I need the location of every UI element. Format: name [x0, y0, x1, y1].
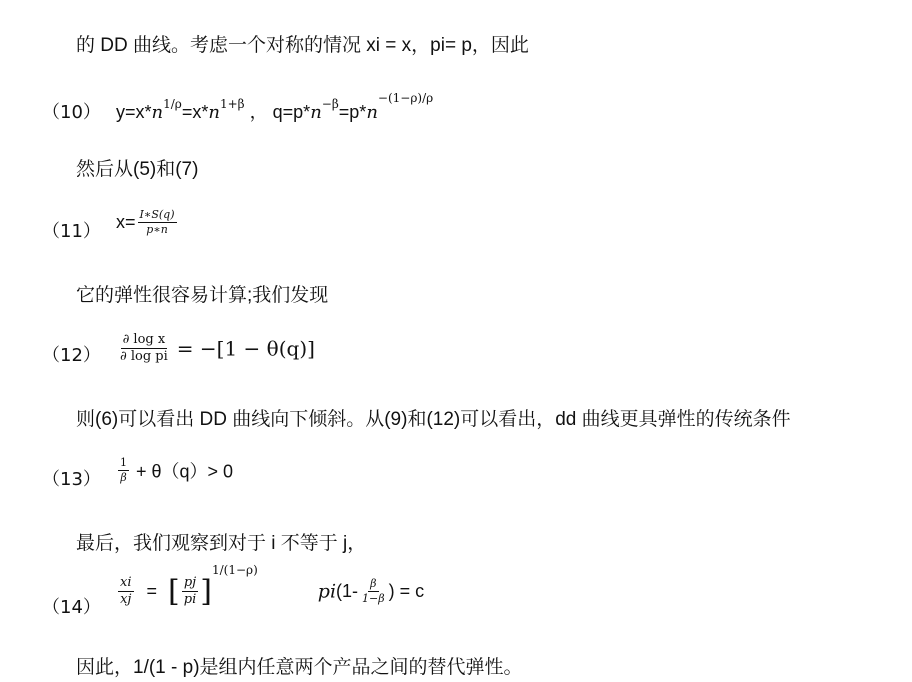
equation-13	[116, 456, 233, 485]
eq12-fraction	[118, 332, 170, 365]
equation-number-14: （14）	[42, 597, 101, 618]
eq10-n2: n	[208, 102, 220, 123]
eq11-denominator: p∗n	[146, 223, 168, 236]
eq12-denominator: ∂ log pi	[120, 349, 168, 364]
eq14-paren-open: (1-	[336, 581, 359, 601]
eq14-beta-denominator: 1−β	[362, 592, 385, 605]
equation-11	[116, 208, 179, 237]
eq12-rhs: = −[1 − θ(q)]	[176, 336, 315, 361]
eq14-beta-numerator: β	[370, 577, 377, 590]
eq14-inner-denominator: pi	[183, 592, 197, 607]
eq14-lhs-denominator: xj	[120, 592, 132, 607]
eq13-numerator: 1	[120, 456, 127, 469]
eq10-sup3: −β	[321, 97, 339, 111]
eq10-y: y=x*	[116, 102, 152, 122]
eq10-sup2: 1+β	[219, 97, 245, 111]
eq10-sup4: −(1−ρ)/ρ	[377, 91, 434, 105]
eq10-n4: n	[366, 102, 378, 123]
eq10-eq: =p*	[338, 102, 367, 122]
eq14-beta-fraction	[360, 577, 387, 606]
equation-number-11: （11）	[42, 221, 101, 242]
eq11-fraction	[138, 208, 177, 237]
equation-number-12: （12）	[42, 345, 101, 366]
eq11-x: x=	[116, 212, 136, 232]
text-line-2: 然后从(5)和(7)	[76, 159, 199, 180]
equation-number-10: （10）	[42, 102, 101, 123]
eq11-numerator: I∗S(q)	[139, 208, 175, 221]
text-line-6: 因此，1/(1 - p)是组内任意两个产品之间的替代弹性。	[76, 657, 523, 678]
eq14-inner-numerator: pj	[183, 575, 197, 590]
eq10-mid: =x*	[181, 102, 209, 122]
eq14-p: pi	[317, 580, 337, 603]
text-line-5: 最后，我们观察到对于 i 不等于 j，	[76, 533, 367, 554]
eq13-rhs: + θ（q）> 0	[136, 461, 234, 482]
text-line-1: 的 DD 曲线。考虑一个对称的情况 xi = x，pi= p，因此	[76, 35, 529, 56]
eq14-exponent: 1/(1−ρ)	[211, 563, 258, 578]
eq14-lhs-numerator: xi	[120, 575, 132, 590]
eq14-inner-fraction	[182, 575, 198, 608]
eq14-left-bracket: [	[168, 574, 180, 609]
eq10-n1: n	[151, 102, 164, 123]
eq13-denominator: β	[120, 471, 127, 484]
text-line-3: 它的弹性很容易计算;我们发现	[76, 285, 329, 306]
eq14-tail: ) = c	[388, 581, 425, 601]
eq13-fraction	[118, 456, 129, 485]
eq10-sup1: 1/ρ	[163, 97, 182, 111]
text-line-4: 则(6)可以看出 DD 曲线向下倾斜。从(9)和(12)可以看出，dd 曲线更具弹性的传统条件	[76, 409, 791, 430]
eq10-n3: n	[310, 102, 322, 123]
eq12-numerator: ∂ log x	[122, 332, 166, 347]
equation-number-13: （13）	[42, 469, 101, 490]
eq14-equals: =	[146, 581, 158, 601]
eq14-lhs-fraction	[118, 575, 134, 608]
equation-12	[116, 332, 315, 365]
eq10-q: ， q=p*	[249, 102, 311, 122]
eq14-right-bracket: ]	[200, 574, 212, 609]
